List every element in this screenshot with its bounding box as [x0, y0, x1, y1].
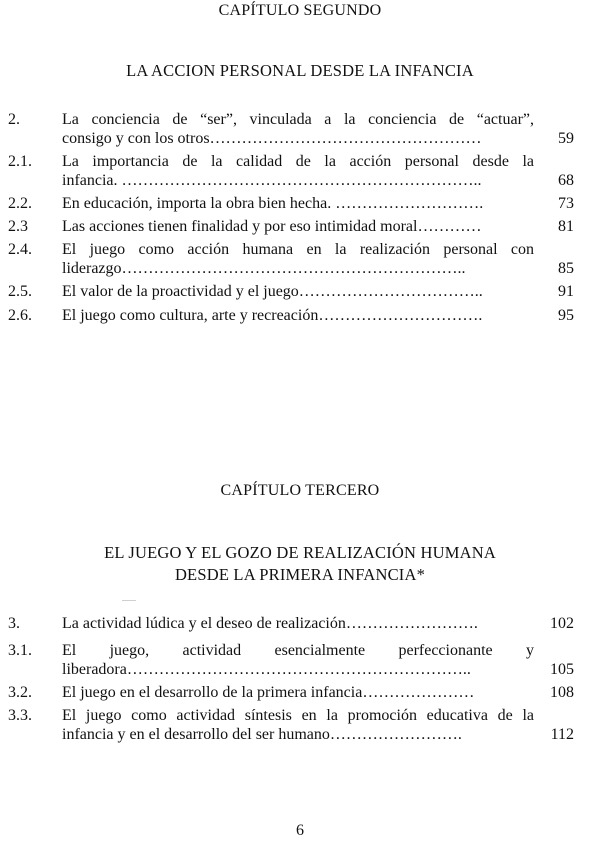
toc-entry-line: La actividad lúdica y el deseo de realización…………………….: [62, 615, 478, 632]
toc-entry: [0, 282, 600, 301]
toc-entry: [0, 306, 600, 325]
toc-entry-text: [62, 152, 534, 190]
toc-entry-text: [62, 217, 534, 236]
toc-entry-number: 2.4.: [8, 241, 32, 258]
toc-entry-number: 2.1.: [8, 153, 32, 170]
toc-entry-line: El juego como actividad síntesis en la promoción educativa de la: [62, 707, 534, 724]
toc-entry-page: 73: [558, 195, 574, 212]
toc-entry-number: 3.: [8, 615, 20, 632]
toc-entry-line: consigo y con los otros……………………………………………: [62, 130, 482, 147]
toc-entry-number: 3.1.: [8, 642, 32, 659]
toc-entry-text: [62, 282, 534, 301]
scan-mark: [122, 600, 136, 601]
toc-entry-page: 105: [550, 661, 574, 678]
chapter-3-title-line-2: DESDE LA PRIMERA INFANCIA*: [174, 565, 426, 584]
chapter-2-title: LA ACCION PERSONAL DESDE LA INFANCIA: [126, 61, 474, 80]
toc-entry-line: infancia. …………………………………………………………..: [62, 172, 482, 189]
toc-entry-number: 3.3.: [8, 707, 32, 724]
toc-entry-number: 2.2.: [8, 195, 32, 212]
toc-entry: [0, 217, 600, 236]
chapter-3-title-line-1: EL JUEGO Y EL GOZO DE REALIZACIÓN HUMANA: [104, 543, 496, 562]
toc-entry: [0, 240, 600, 278]
toc-entry-line: El juego como acción humana en la realización personal con: [62, 241, 534, 258]
chapter-3-toc: [0, 614, 600, 744]
toc-entry-page: 85: [558, 260, 574, 277]
toc-entry-text: [62, 683, 534, 702]
toc-entry-line: liderazgo………………………………………………………..: [62, 260, 466, 277]
toc-entry-page: 95: [558, 307, 574, 324]
toc-entry-line: La importancia de la calidad de la acción personal desde la: [62, 153, 534, 170]
toc-entry-text: [62, 194, 534, 213]
toc-entry-line: El juego, actividad esencialmente perfeccionante y: [62, 642, 534, 659]
toc-entry: [0, 152, 600, 190]
toc-entry-line: El juego en el desarrollo de la primera infancia…………………: [62, 684, 475, 701]
toc-entry: [0, 641, 600, 679]
toc-entry-number: 2.5.: [8, 283, 32, 300]
toc-entry-line: Las acciones tienen finalidad y por eso intimidad moral…………: [62, 218, 482, 235]
toc-entry: [0, 683, 600, 702]
toc-entry-page: 112: [550, 726, 574, 743]
toc-entry: [0, 194, 600, 213]
toc-entry-number: 2.3: [8, 218, 28, 235]
toc-entry-page: 68: [558, 172, 574, 189]
toc-entry-text: [62, 706, 534, 744]
toc-entry-line: El juego como cultura, arte y recreación………………………….: [62, 307, 483, 324]
page-number: 6: [296, 822, 304, 839]
toc-entry-page: 108: [550, 684, 574, 701]
toc-entry-line: La conciencia de “ser”, vinculada a la conciencia de “actuar”,: [62, 111, 534, 128]
toc-entry-number: 2.6.: [8, 307, 32, 324]
toc-entry-text: [62, 240, 534, 278]
chapter-2-label: CAPÍTULO SEGUNDO: [218, 2, 382, 19]
chapter-3-label: CAPÍTULO TERCERO: [220, 482, 380, 499]
toc-entry-line: El valor de la proactividad y el juego……………………………..: [62, 283, 483, 300]
toc-entry-line: infancia y en el desarrollo del ser humano…………………….: [62, 726, 462, 743]
toc-entry-text: [62, 641, 534, 679]
toc-entry: [0, 706, 600, 744]
toc-entry-page: 102: [550, 615, 574, 632]
toc-entry: [0, 110, 600, 148]
toc-entry-page: 81: [558, 218, 574, 235]
toc-entry-line: liberadora………………………………………………………..: [62, 661, 471, 678]
toc-entry-number: 2.: [8, 111, 20, 128]
toc-entry-page: 59: [558, 130, 574, 147]
toc-entry-text: [62, 110, 534, 148]
toc-entry-text: [62, 614, 534, 633]
toc-entry-text: [62, 306, 534, 325]
toc-entry-page: 91: [558, 283, 574, 300]
chapter-2-toc: [0, 110, 600, 325]
toc-entry-line: En educación, importa la obra bien hecha. ……………………….: [62, 195, 484, 212]
toc-entry: [0, 614, 600, 633]
toc-entry-number: 3.2.: [8, 684, 32, 701]
